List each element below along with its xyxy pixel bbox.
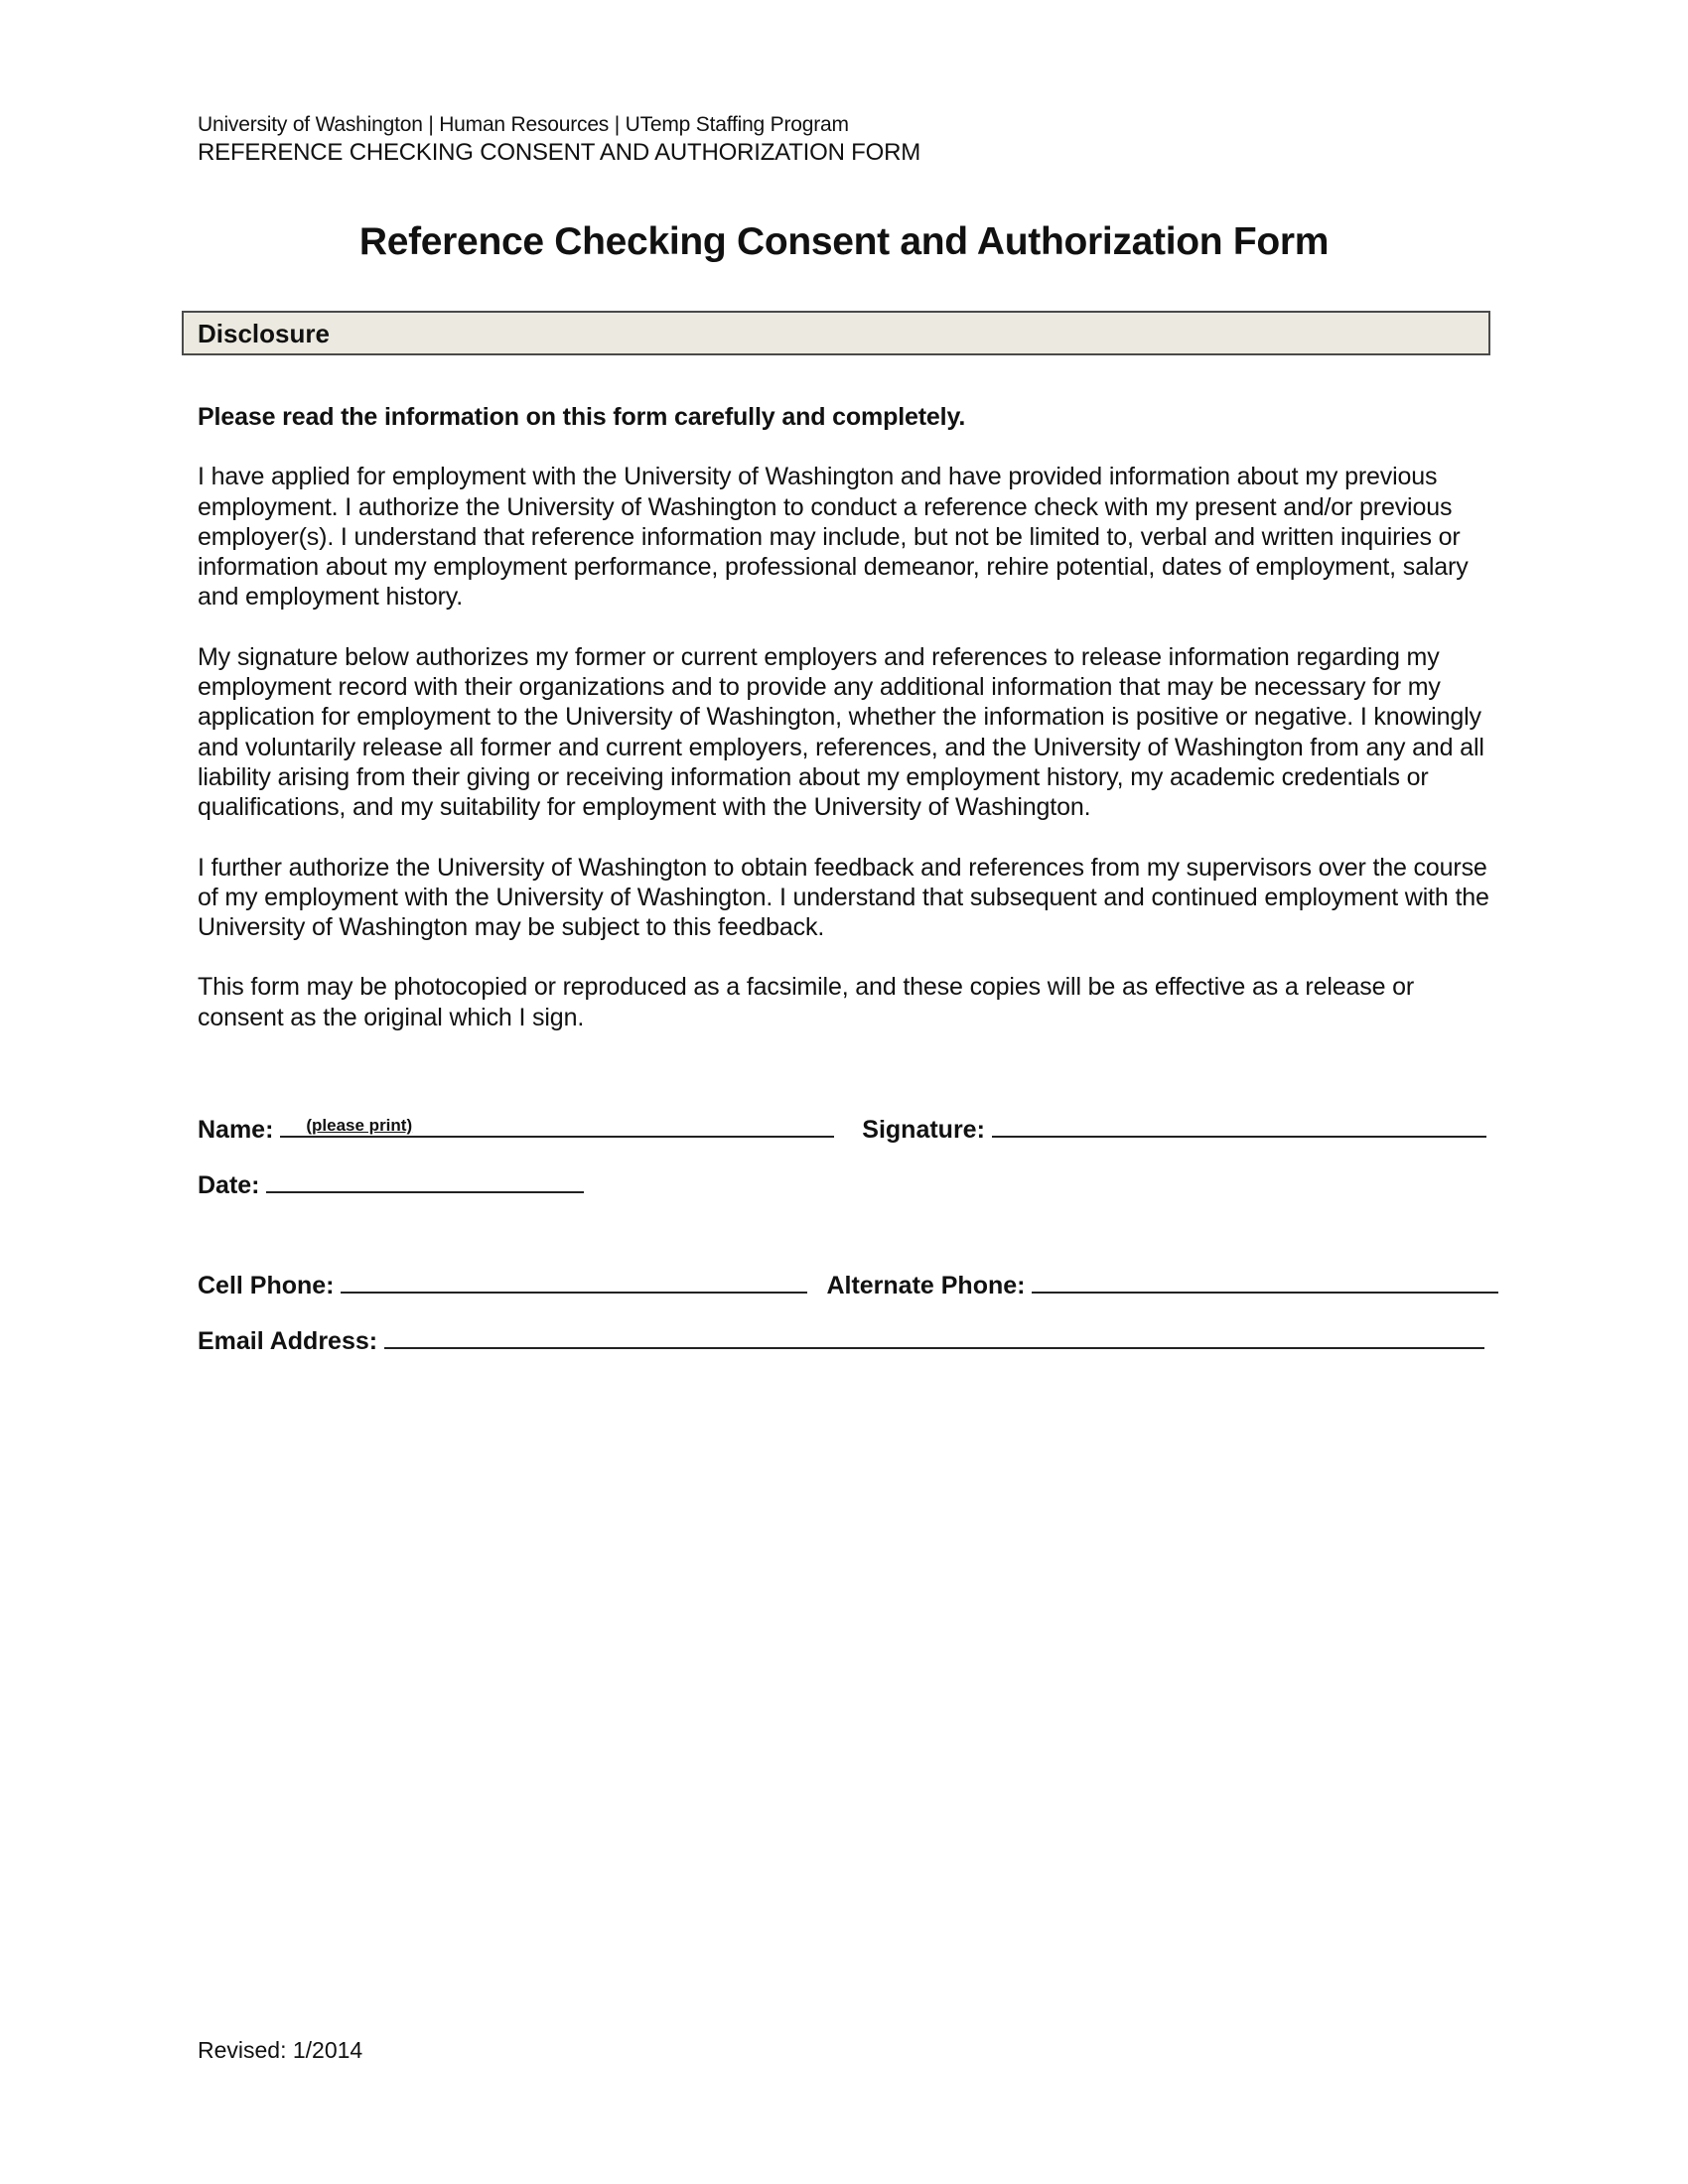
name-signature-row: [198, 1112, 1486, 1145]
paragraph-authorization: My signature below authorizes my former or current employers and references to release information regarding my employment record with their organizations and to provide any additional information that may be necessary for my application for employment to the University of Washington, whether the information is positive or negative. I knowingly and voluntarily release all former and current employers, references, and the University of Washington from any and all liability arising from their giving or receiving information about my employment history, my academic credentials or qualifications, and my suitability for employment with the University of Washington.: [198, 642, 1484, 822]
cell-phone-field[interactable]: [341, 1268, 807, 1294]
name-label: Name:: [198, 1116, 274, 1144]
cell-phone-label: Cell Phone:: [198, 1272, 335, 1299]
instruction-lead: Please read the information on this form carefully and completely.: [198, 403, 966, 431]
email-row: [198, 1323, 1484, 1356]
disclosure-body: [198, 402, 1498, 1062]
date-label: Date:: [198, 1171, 260, 1199]
date-field[interactable]: [266, 1167, 584, 1193]
header-org-line: University of Washington | Human Resources | UTemp Staffing Program: [198, 113, 849, 136]
section-header-disclosure: [182, 311, 1490, 355]
page-title: Reference Checking Consent and Authorization Form: [358, 220, 1330, 263]
alternate-phone-label: Alternate Phone:: [826, 1272, 1026, 1299]
revision-date: Revised: 1/2014: [198, 2037, 363, 2063]
email-field[interactable]: [384, 1323, 1484, 1349]
header-form-name: REFERENCE CHECKING CONSENT AND AUTHORIZATION FORM: [198, 139, 921, 166]
date-row: [198, 1167, 584, 1200]
name-hint: (please print): [280, 1116, 412, 1138]
paragraph-application: I have applied for employment with the University of Washington and have provided information about my previous employment. I authorize the University of Washington to conduct a reference check with my present and/or previous employer(s). I understand that reference information may include, but not be limited to, verbal and written inquiries or information about my employment performance, professional demeanor, rehire potential, dates of employment, salary and employment history.: [198, 463, 1469, 612]
phone-row: [198, 1268, 1498, 1300]
signature-field[interactable]: [992, 1112, 1486, 1138]
section-label: Disclosure: [198, 319, 330, 348]
signature-label: Signature:: [862, 1116, 985, 1144]
name-field[interactable]: [280, 1112, 834, 1138]
paragraph-facsimile: This form may be photocopied or reproduced as a facsimile, and these copies will be as effective as a release or consent as the original which I sign.: [198, 973, 1415, 1031]
email-label: Email Address:: [198, 1327, 378, 1355]
paragraph-feedback: I further authorize the University of Washington to obtain feedback and references from my supervisors over the course of my employment with the University of Washington. I understand that subsequent and continued employment with the University of Washington may be subject to this feedback.: [198, 853, 1489, 942]
alternate-phone-field[interactable]: [1032, 1268, 1498, 1294]
